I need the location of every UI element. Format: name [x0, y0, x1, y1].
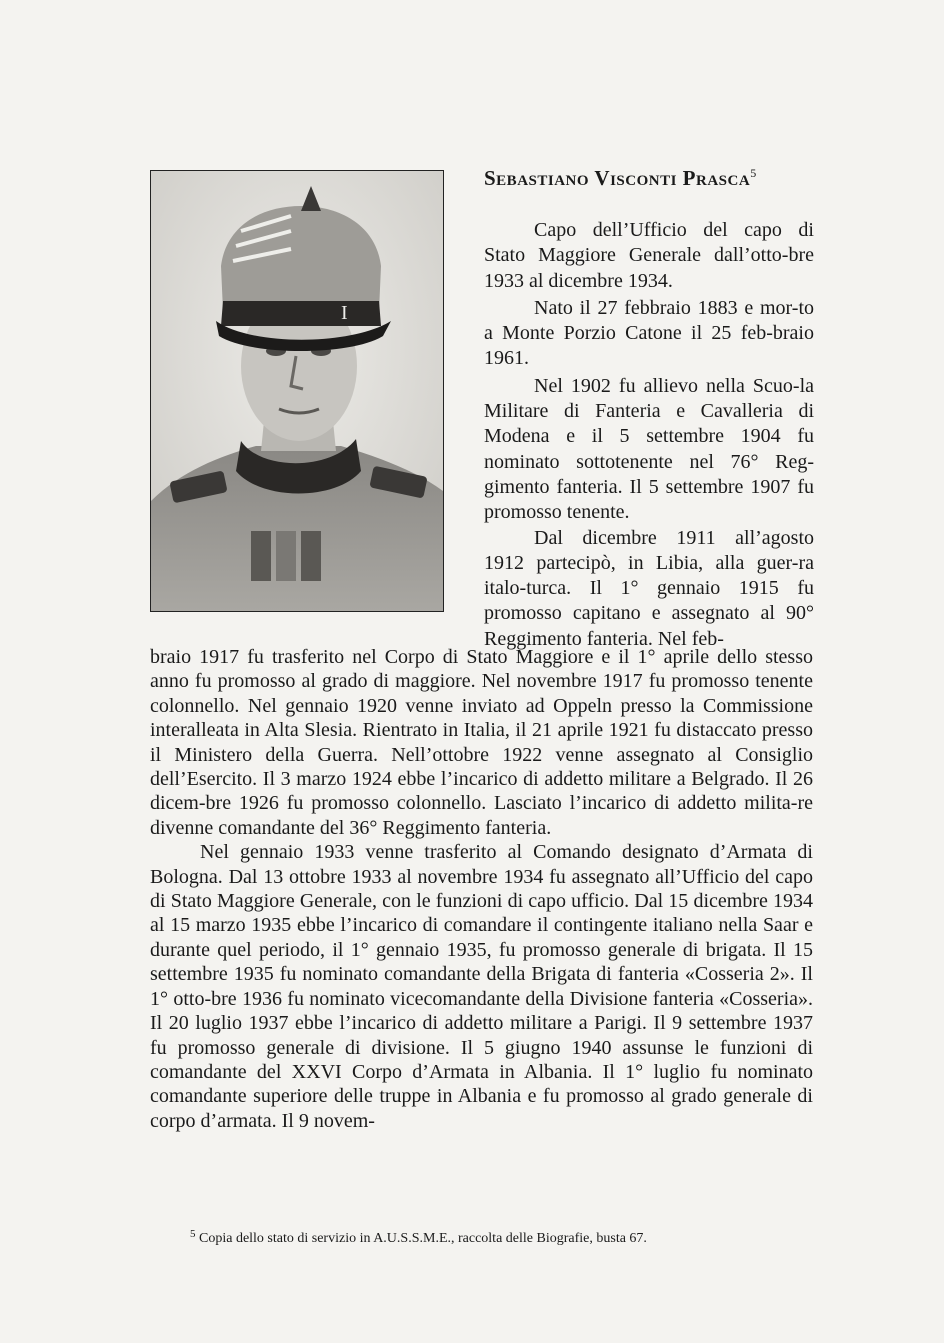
portrait-photo	[150, 170, 444, 612]
footnote	[190, 1228, 810, 1247]
footnote-number: 5	[190, 1228, 196, 1240]
paragraph-later-career: Nel gennaio 1933 venne trasferito al Comando designato d’Armata di Bologna. Dal 13 ottobre 1933 al novembre 1934 fu assegnato all’Ufficio del capo di Stato Maggiore Generale, con le funzioni di capo ufficio. Dal 15 dicembre 1934 al 15 marzo 1935 ebbe l’incarico di comandare il contingente italiano nella Saar e durante quel periodo, il 1° gennaio 1935, fu promosso generale di brigata. Il 15 settembre 1935 fu nominato comandante della Brigata di fanteria «Cosseria 2». Il 1° otto-bre 1936 fu nominato vicecomandante della Divisione fanteria «Cosseria». Il 20 luglio 1937 ebbe l’incarico di addetto militare a Parigi. Il 9 settembre 1937 fu promosso generale di divisione. Il 5 giugno 1940 assunse le funzioni di comandante del XXVI Corpo d’Armata in Albania. Il 1° luglio fu nominato comandante superiore delle truppe in Albania e fu promosso al grado generale di corpo d’armata. Il 9 novem-	[150, 841, 813, 1132]
paragraph-early-career: Nel 1902 fu allievo nella Scuo-la Militare di Fanteria e Cavalleria di Modena e il 5 settembre 1904 fu nominato sottotenente nel 76° Reg-gimento fanteria. Il 5 settembre 1907 fu promosso tenente.	[484, 374, 814, 524]
footnote-reference: 5	[750, 166, 757, 180]
paragraph-role: Capo dell’Ufficio del capo di Stato Maggiore Generale dall’otto-bre 1933 al dicembre 1934.	[484, 219, 814, 292]
side-column-text	[484, 218, 814, 654]
officer-portrait-image	[151, 171, 443, 611]
paragraph-birth-death: Nato il 27 febbraio 1883 e mor-to a Monte Porzio Catone il 25 feb-braio 1961.	[484, 296, 814, 370]
full-width-text	[150, 645, 813, 1133]
footnote-text: Copia dello stato di servizio in A.U.S.S.M.E., raccolta delle Biografie, busta 67.	[199, 1231, 647, 1246]
person-name: Sebastiano Visconti Prasca	[484, 166, 751, 190]
svg-text:I: I	[341, 302, 348, 324]
paragraph-staff-career: braio 1917 fu trasferito nel Corpo di Stato Maggiore e il 1° aprile dello stesso anno fu promosso al grado di maggiore. Nel novembre 1917 fu promosso tenente colonnello. Nel gennaio 1920 venne inviato ad Oppeln presso la Commissione interalleata in Alta Slesia. Rientrato in Italia, il 21 aprile 1921 fu distaccato presso il Ministero della Guerra. Nell’ottobre 1922 venne assegnato al Consiglio dell’Esercito. Il 3 marzo 1924 ebbe l’incarico di addetto militare a Belgrado. Il 26 dicem-bre 1926 fu promosso colonnello. Lasciato l’incarico di addetto milita-re divenne comandante del 36° Reggimento fanteria.	[150, 646, 813, 839]
paragraph-libya: Dal dicembre 1911 all’agosto 1912 partecipò, in Libia, alla guer-ra italo-turca. Il 1° gennaio 1915 fu promosso capitano e assegnato al 90° Reggimento fanteria. Nel feb-	[484, 526, 814, 650]
biography-heading	[484, 166, 814, 191]
